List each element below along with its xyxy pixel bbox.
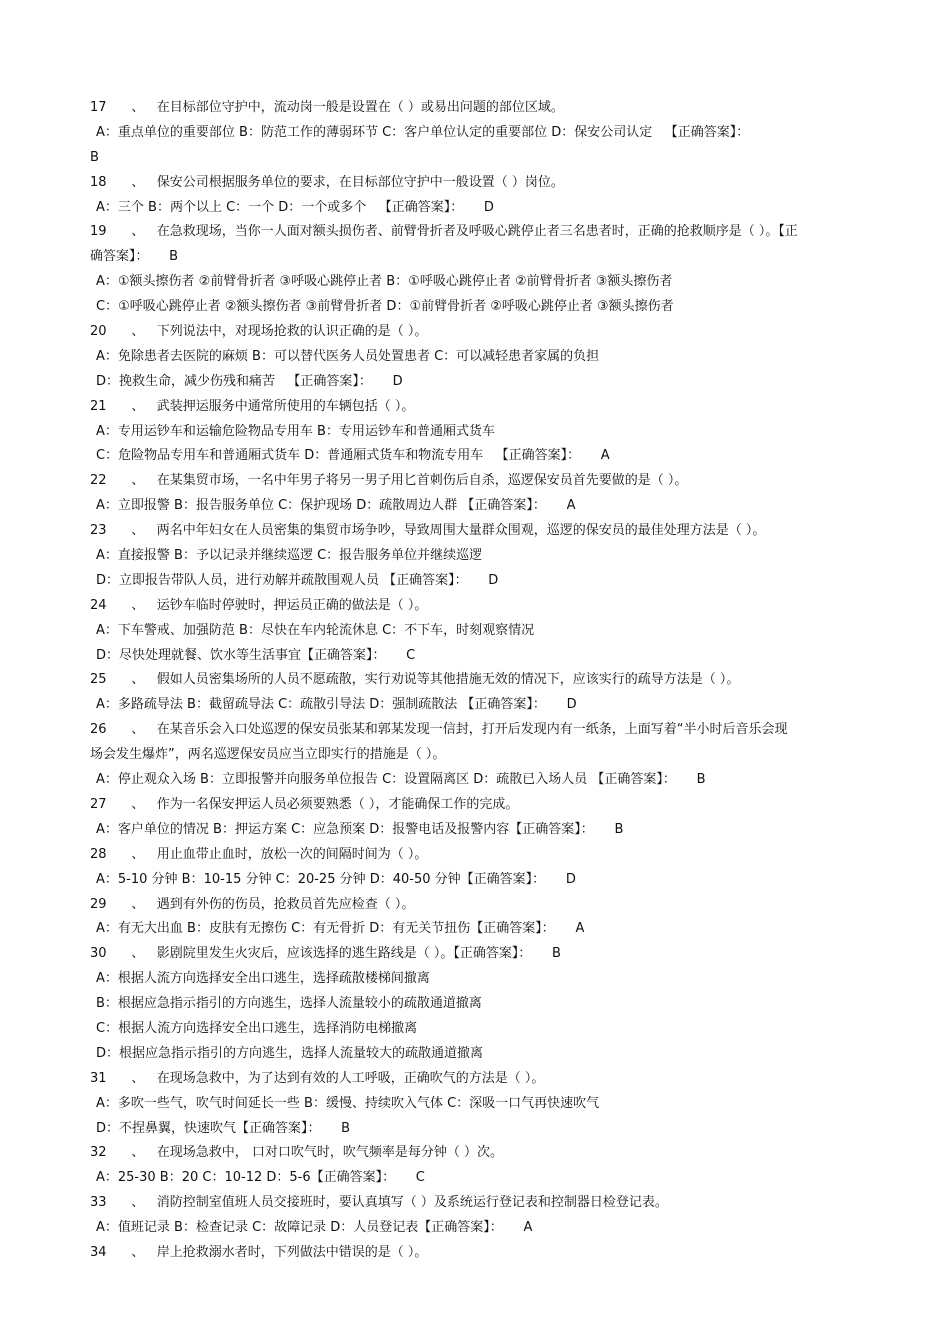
option-line: D：根据应急指示指引的方向逃生，选择人流量较大的疏散通道撤离 — [96, 1045, 484, 1061]
question-line: 32 、 在现场急救中， 口对口吹气时，吹气频率是每分钟（ ）次。 — [90, 1145, 503, 1161]
question-line: 17 、 在目标部位守护中，流动岗一般是设置在（ ）或易出问题的部位区域。 — [90, 100, 564, 115]
option-line: C：①呼吸心跳停止者 ②额头擦伤者 ③前臂骨折者 D：①前臂骨折者 ②呼吸心跳停止者 ③额头擦伤者 — [96, 299, 674, 315]
option-line: A：客户单位的情况 B：押运方案 C：应急预案 D：报警电话及报警内容【正确答案】： B — [96, 821, 624, 837]
question-line: 23 、 两名中年妇女在人员密集的集贸市场争吵，导致周围大量群众围观，巡逻的保安员的最佳处理方法是（ ）。 — [90, 523, 766, 539]
question-line: 25 、 假如人员密集场所的人员不愿疏散，实行劝说等其他措施无效的情况下，应该实行的疏导方法是（ ）。 — [90, 672, 740, 688]
option-line: D：挽救生命，减少伤残和痛苦 【正确答案】： D — [96, 373, 403, 389]
option-line: A：重点单位的重要部位 B：防范工作的薄弱环节 C：客户单位认定的重要部位 D：保安公司认定 【正确答案】： — [96, 124, 750, 140]
question-line: 34 、 岸上抢救溺水者时，下列做法中错误的是（ ）。 — [90, 1244, 428, 1260]
question-line: 24 、 运钞车临时停驶时，押运员正确的做法是（ ）。 — [90, 597, 428, 613]
question-line: 26 、 在某音乐会入口处巡逻的保安员张某和郭某发现一信封，打开后发现内有一纸条，上面写着“半小时后音乐会现 — [90, 722, 788, 738]
option-line: A：下车警戒、加强防范 B：尽快在车内轮流休息 C：不下车，时刻观察情况 — [96, 622, 535, 638]
option-line: A：直接报警 B：予以记录并继续巡逻 C：报告服务单位并继续巡逻 — [96, 548, 483, 564]
question-line: 20 、 下列说法中，对现场抢救的认识正确的是（ ）。 — [90, 324, 428, 340]
option-line: A：①额头擦伤者 ②前臂骨折者 ③呼吸心跳停止者 B：①呼吸心跳停止者 ②前臂骨折者 ③额头擦伤者 — [96, 274, 673, 290]
question-line: 21 、 武装押运服务中通常所使用的车辆包括（ ）。 — [90, 398, 415, 414]
question-line: 29 、 遇到有外伤的伤员，抢救员首先应检查（ ）。 — [90, 896, 415, 912]
option-line: C：危险物品专用车和普通厢式货车 D：普通厢式货车和物流专用车 【正确答案】： A — [96, 448, 610, 464]
option-line: C：根据人流方向选择安全出口逃生，选择消防电梯撤离 — [96, 1020, 418, 1036]
question-line: 28 、 用止血带止血时，放松一次的间隔时间为（ ）。 — [90, 846, 428, 862]
question-line: 18 、 保安公司根据服务单位的要求，在目标部位守护中一般设置（ ）岗位。 — [90, 174, 564, 190]
question-line: 19 、 在急救现场，当你一人面对额头损伤者、前臂骨折者及呼吸心跳停止者三名患者时，正确的抢救顺序是（ ）。【正 — [90, 224, 798, 240]
option-line: A：停止观众入场 B：立即报警并向服务单位报告 C：设置隔离区 D：疏散已入场人员 【正确答案】： B — [96, 772, 706, 788]
question-line: 22 、 在某集贸市场，一名中年男子将另一男子用匕首刺伤后自杀，巡逻保安员首先要做的是（ ）。 — [90, 473, 688, 489]
option-line: A：三个 B：两个以上 C：一个 D：一个或多个 【正确答案】： D — [96, 199, 494, 215]
option-line: A：值班记录 B：检查记录 C：故障记录 D：人员登记表【正确答案】： A — [96, 1220, 533, 1236]
option-line: A：免除患者去医院的麻烦 B：可以替代医务人员处置患者 C：可以减轻患者家属的负担 — [96, 348, 600, 364]
option-line: A：有无大出血 B：皮肤有无擦伤 C：有无骨折 D：有无关节扭伤【正确答案】： A — [96, 921, 585, 937]
question-line: 27 、 作为一名保安押运人员必须要熟悉（ ），才能确保工作的完成。 — [90, 796, 519, 812]
option-line: A：专用运钞车和运输危险物品专用车 B：专用运钞车和普通厢式货车 — [96, 423, 495, 439]
option-line: D：不捏鼻翼，快速吹气【正确答案】： B — [96, 1120, 351, 1136]
option-line: A：5-10 分钟 B：10-15 分钟 C：20-25 分钟 D：40-50 分钟【正确答案】： D — [96, 871, 576, 887]
option-line: A：25-30 B：20 C：10-12 D：5-6【正确答案】： C — [96, 1170, 425, 1186]
option-line: D：尽快处理就餐、饮水等生活事宜【正确答案】： C — [96, 647, 416, 663]
option-line: A：多吹一些气，吹气时间延长一些 B：缓慢、持续吹入气体 C：深吸一口气再快速吹气 — [96, 1095, 600, 1111]
question-line: B — [90, 149, 99, 165]
document-body — [90, 96, 880, 1266]
option-line: A：根据人流方向选择安全出口逃生，选择疏散楼梯间撤离 — [96, 971, 430, 987]
question-line: 31 、 在现场急救中，为了达到有效的人工呼吸，正确吹气的方法是（ ）。 — [90, 1070, 545, 1086]
question-line: 30 、 影剧院里发生火灾后，应该选择的逃生路线是（ ）。【正确答案】： B — [90, 946, 561, 962]
question-line: 确答案】： B — [90, 249, 179, 265]
option-line: B：根据应急指示指引的方向逃生，选择人流量较小的疏散通道撤离 — [96, 996, 482, 1012]
option-line: D：立即报告带队人员，进行劝解并疏散围观人员 【正确答案】： D — [96, 572, 499, 588]
option-line: A：立即报警 B：报告服务单位 C：保护现场 D：疏散周边人群 【正确答案】： A — [96, 498, 576, 514]
option-line: A：多路疏导法 B：截留疏导法 C：疏散引导法 D：强制疏散法 【正确答案】： D — [96, 697, 577, 713]
question-line: 场会发生爆炸”，两名巡逻保安员应当立即实行的措施是（ ）。 — [90, 747, 446, 763]
question-line: 33 、 消防控制室值班人员交接班时，要认真填写（ ）及系统运行登记表和控制器日检登记表。 — [90, 1195, 668, 1211]
